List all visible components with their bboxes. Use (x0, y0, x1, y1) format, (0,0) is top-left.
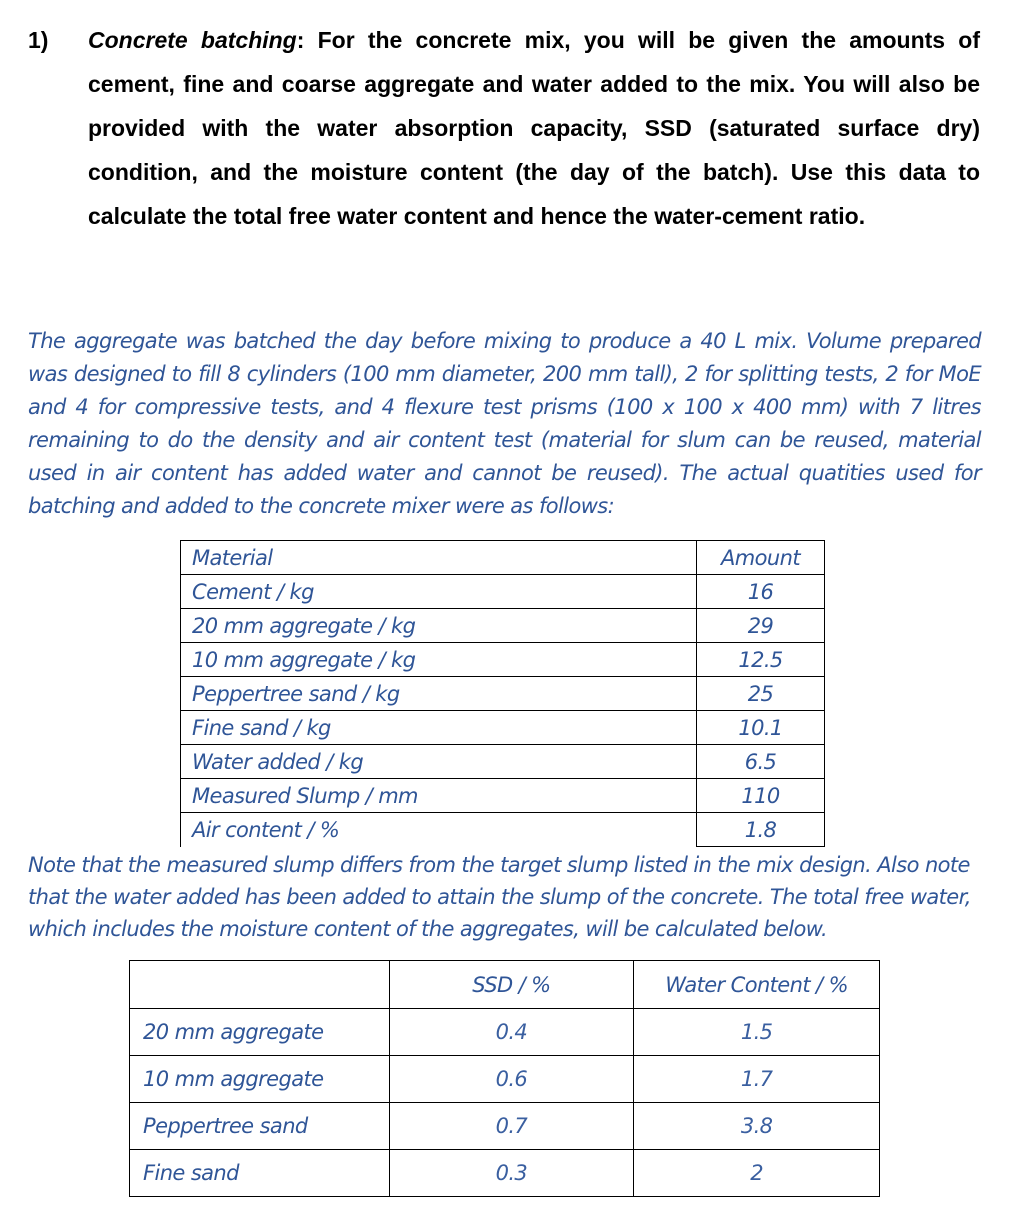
ssd-cell: 0.7 (389, 1103, 634, 1150)
table-row (181, 575, 825, 609)
amount-cell: 10.1 (697, 711, 825, 745)
aggregate-moisture-table (129, 960, 880, 1197)
batching-description: The aggregate was batched the day before mixing to produce a 40 L mix. Volume prepared was designed to fill 8 cylinders (100 mm diameter, 200 mm tall), 2 for splitting tests, 2 for MoE and 4 for compressive tests, and 4 flexure test prisms (100 x 100 x 400 mm) with 7 litres remaining to do the density and air content test (material for slum can be reused, material used in air content has added water and cannot be reused). The actual quatities used for batching and added to the concrete mixer were as follows: (28, 329, 981, 518)
amount-cell: 25 (697, 677, 825, 711)
table-row (181, 745, 825, 779)
table-row (130, 1056, 880, 1103)
materials-table-header (181, 541, 825, 575)
amount-cell: 16 (697, 575, 825, 609)
amount-cell: 110 (697, 779, 825, 813)
slump-note: Note that the measured slump differs from the target slump listed in the mix design. Also note that the water added has been added to attain the slump of the concrete. The total free water, which includes the moisture content of the aggregates, will be calculated below. (28, 853, 971, 941)
material-cell: Peppertree sand / kg (181, 677, 697, 711)
amount-cell: 29 (697, 609, 825, 643)
table-row (181, 643, 825, 677)
ssd-cell: 0.6 (389, 1056, 634, 1103)
aggregate-column-header (130, 961, 390, 1009)
materials-table (180, 540, 825, 847)
material-cell: 20 mm aggregate / kg (181, 609, 697, 643)
material-column-header: Material (181, 541, 697, 575)
table-row (181, 779, 825, 813)
ssd-column-header: SSD / % (389, 961, 634, 1009)
ssd-cell: 0.3 (389, 1150, 634, 1197)
material-cell: Cement / kg (181, 575, 697, 609)
question-text-block (88, 18, 980, 238)
question-body: : For the concrete mix, you will be given the amounts of cement, fine and coarse aggregate and water added to the mix. You will also be provided with the water absorption capacity, SSD (saturated surface dry) condition, and the moisture content (the day of the batch). Use this data to calculate the total free water content and hence the water-cement ratio. (88, 27, 980, 229)
question-title: Concrete batching (88, 27, 297, 53)
water-content-cell: 3.8 (634, 1103, 880, 1150)
water-content-column-header: Water Content / % (634, 961, 880, 1009)
amount-cell: 1.8 (697, 813, 825, 847)
material-cell: Water added / kg (181, 745, 697, 779)
material-cell: Measured Slump / mm (181, 779, 697, 813)
amount-column-header: Amount (697, 541, 825, 575)
aggregate-cell: Peppertree sand (130, 1103, 390, 1150)
aggregate-table-header (130, 961, 880, 1009)
amount-cell: 12.5 (697, 643, 825, 677)
material-cell: 10 mm aggregate / kg (181, 643, 697, 677)
table-row (181, 813, 825, 847)
table-row (130, 1103, 880, 1150)
material-cell: Fine sand / kg (181, 711, 697, 745)
question-number: 1) (28, 27, 49, 53)
aggregate-cell: 10 mm aggregate (130, 1056, 390, 1103)
table-row (130, 1150, 880, 1197)
amount-cell: 6.5 (697, 745, 825, 779)
water-content-cell: 2 (634, 1150, 880, 1197)
ssd-cell: 0.4 (389, 1009, 634, 1056)
table-row (181, 609, 825, 643)
aggregate-cell: Fine sand (130, 1150, 390, 1197)
material-cell: Air content / % (181, 813, 697, 847)
water-content-cell: 1.5 (634, 1009, 880, 1056)
table-row (181, 711, 825, 745)
table-row (181, 677, 825, 711)
water-content-cell: 1.7 (634, 1056, 880, 1103)
table-row (130, 1009, 880, 1056)
aggregate-cell: 20 mm aggregate (130, 1009, 390, 1056)
